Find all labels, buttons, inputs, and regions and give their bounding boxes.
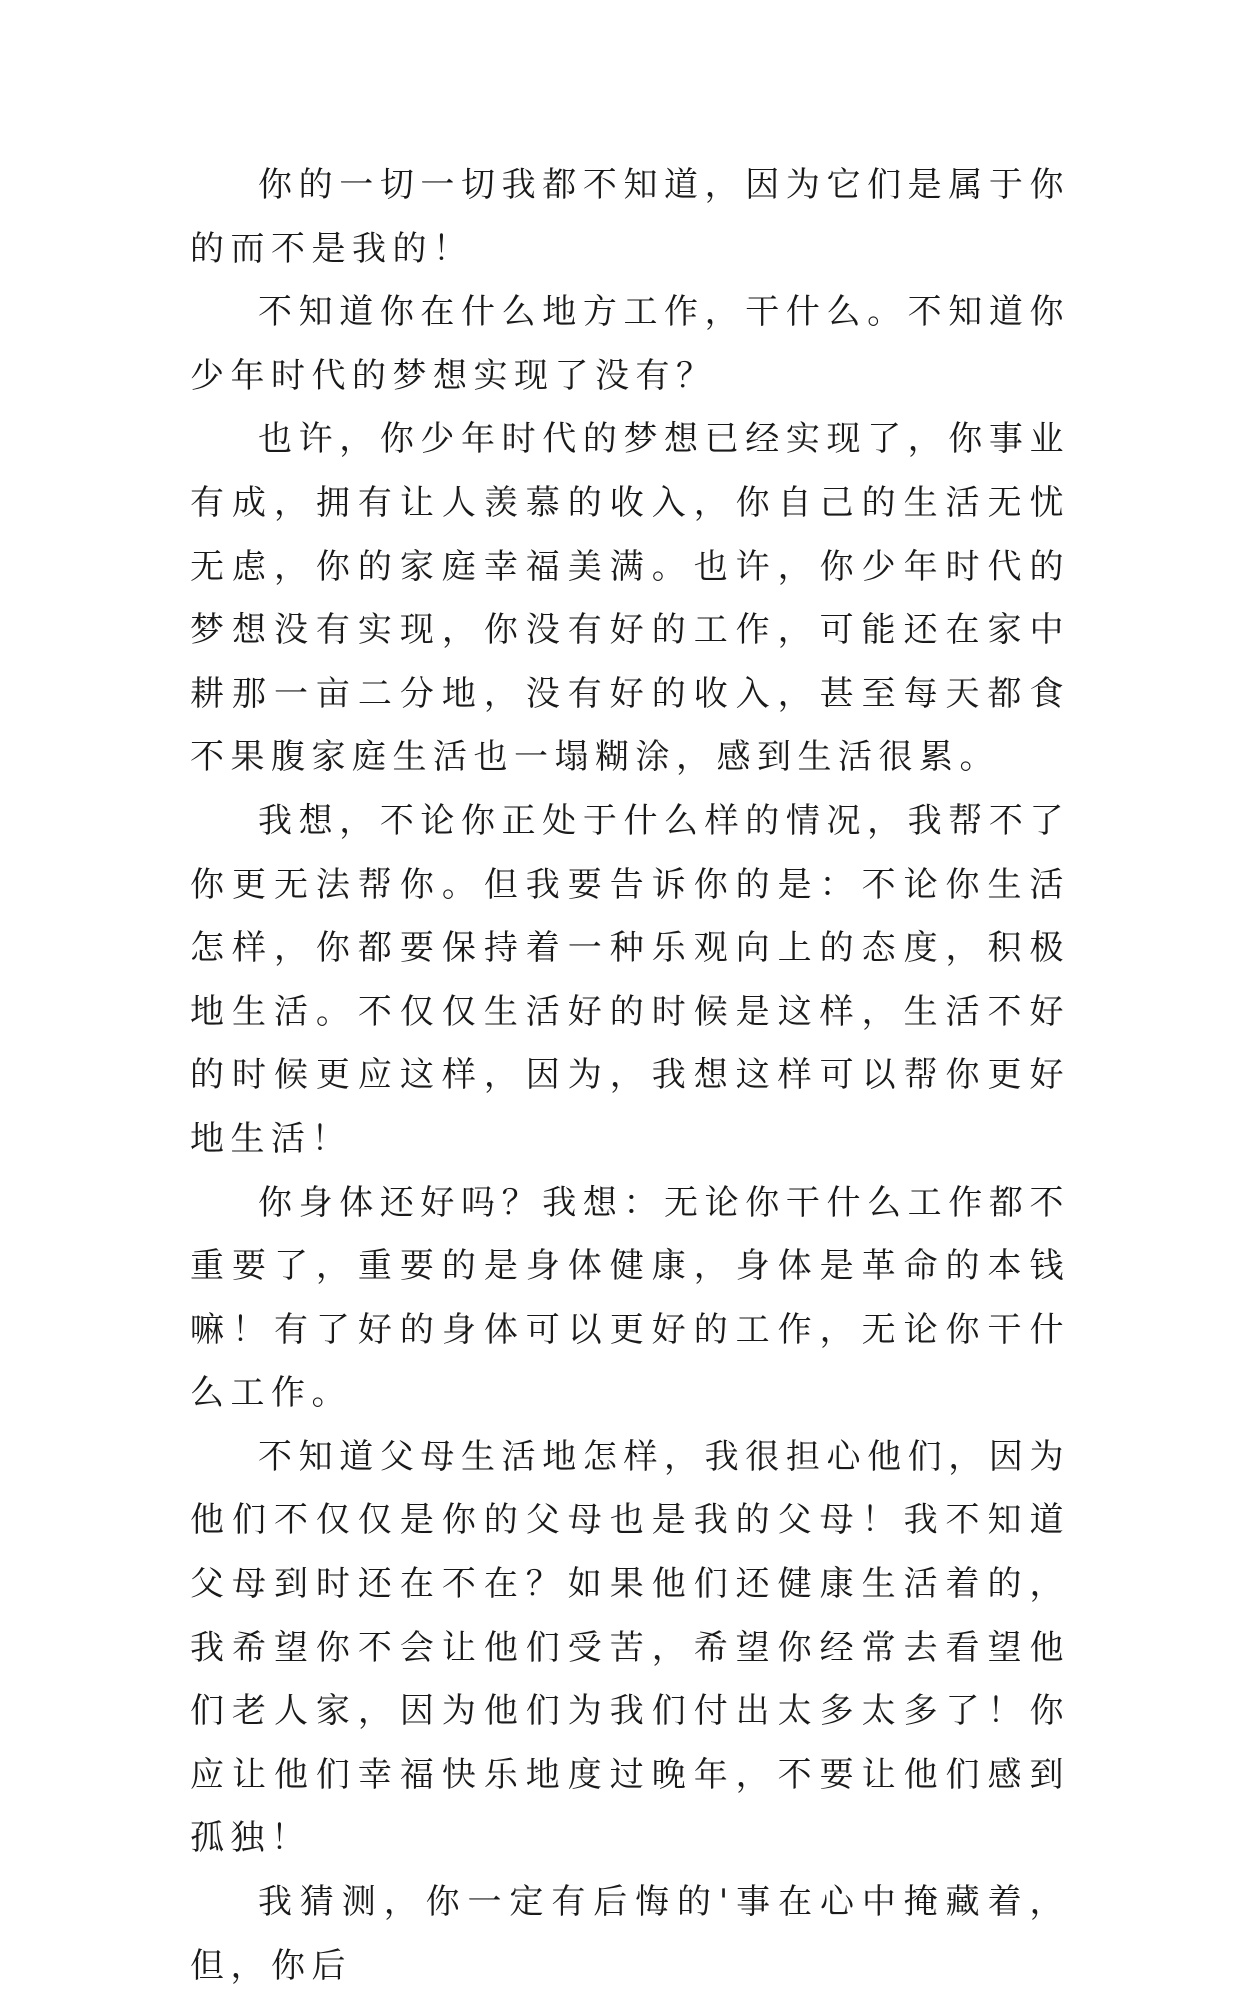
paragraph: 我想，不论你正处于什么样的情况，我帮不了你更无法帮你。但我要告诉你的是：不论你生活怎样，你都要保持着一种乐观向上的态度，积极地生活。不仅仅生活好的时候是这样，生活不好的时候更应这样，因为，我想这样可以帮你更好地生活！ (190, 800, 1070, 1159)
paragraph: 也许，你少年时代的梦想已经实现了，你事业有成，拥有让人羡慕的收入，你自己的生活无忧无虑，你的家庭幸福美满。也许，你少年时代的梦想没有实现，你没有好的工作，可能还在家中耕那一亩二分地，没有好的收入，甚至每天都食不果腹家庭生活也一塌糊涂，感到生活很累。 (190, 419, 1070, 778)
paragraph: 你身体还好吗？我想：无论你干什么工作都不重要了，重要的是身体健康，身体是革命的本钱嘛！有了好的身体可以更好的工作，无论你干什么工作。 (190, 1182, 1070, 1414)
paragraph: 你的一切一切我都不知道，因为它们是属于你的而不是我的！ (190, 165, 1070, 269)
paragraph: 不知道你在什么地方工作，干什么。不知道你少年时代的梦想实现了没有？ (190, 292, 1070, 396)
document-body (190, 154, 1070, 1998)
paragraph: 我猜测，你一定有后悔的'事在心中掩藏着，但，你后 (190, 1882, 1070, 1986)
paragraph: 不知道父母生活地怎样，我很担心他们，因为他们不仅仅是你的父母也是我的父母！我不知道父母到时还在不在？如果他们还健康生活着的，我希望你不会让他们受苦，希望你经常去看望他们老人家，因为他们为我们付出太多太多了！你应让他们幸福快乐地度过晚年，不要让他们感到孤独！ (190, 1436, 1070, 1859)
